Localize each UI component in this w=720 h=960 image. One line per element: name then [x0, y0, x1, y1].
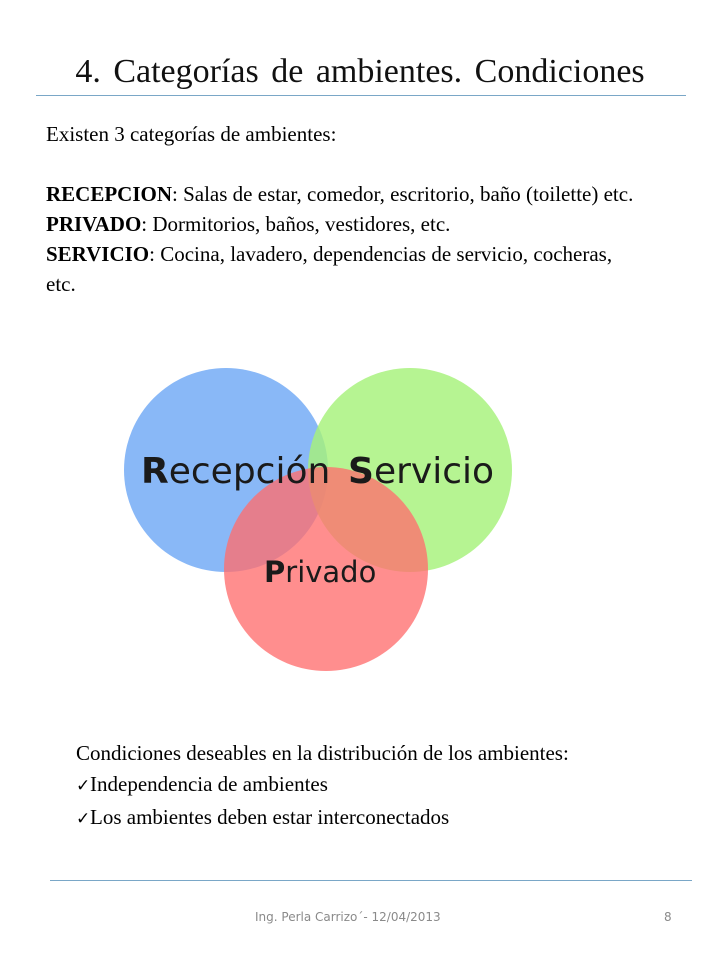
label-rest: ecepción	[168, 451, 331, 492]
label-recepcion	[141, 451, 330, 492]
category-desc: : Cocina, lavadero, dependencias de servicio, cocheras, etc.	[46, 242, 613, 296]
condition-text: Los ambientes deben estar interconectados	[90, 805, 450, 829]
conditions-section	[76, 738, 676, 835]
label-initial: R	[141, 451, 169, 492]
slide-title: 4. Categorías de ambientes. Condiciones	[75, 53, 645, 90]
label-rest: rivado	[285, 555, 377, 589]
label-initial: P	[264, 555, 286, 589]
condition-item	[76, 769, 676, 802]
category-desc: : Salas de estar, comedor, escritorio, baño (toilette) etc.	[172, 182, 634, 206]
category-name: PRIVADO	[46, 212, 142, 236]
category-name: SERVICIO	[46, 242, 150, 266]
category-name: RECEPCION	[46, 182, 173, 206]
conditions-heading: Condiciones deseables en la distribución de los ambientes:	[76, 741, 569, 765]
label-initial: S	[348, 451, 374, 492]
label-rest: ervicio	[373, 451, 495, 492]
check-icon: ✓	[76, 776, 91, 796]
condition-item	[76, 802, 676, 835]
intro-line: Existen 3 categorías de ambientes:	[46, 122, 337, 146]
footer-divider	[50, 880, 692, 881]
category-desc: : Dormitorios, baños, vestidores, etc.	[141, 212, 451, 236]
label-servicio	[348, 451, 494, 492]
check-icon: ✓	[76, 809, 91, 829]
footer-author: Ing. Perla Carrizo´- 12/04/2013	[255, 910, 441, 924]
condition-text: Independencia de ambientes	[90, 772, 328, 796]
label-privado	[264, 555, 376, 589]
page-number: 8	[664, 910, 672, 924]
